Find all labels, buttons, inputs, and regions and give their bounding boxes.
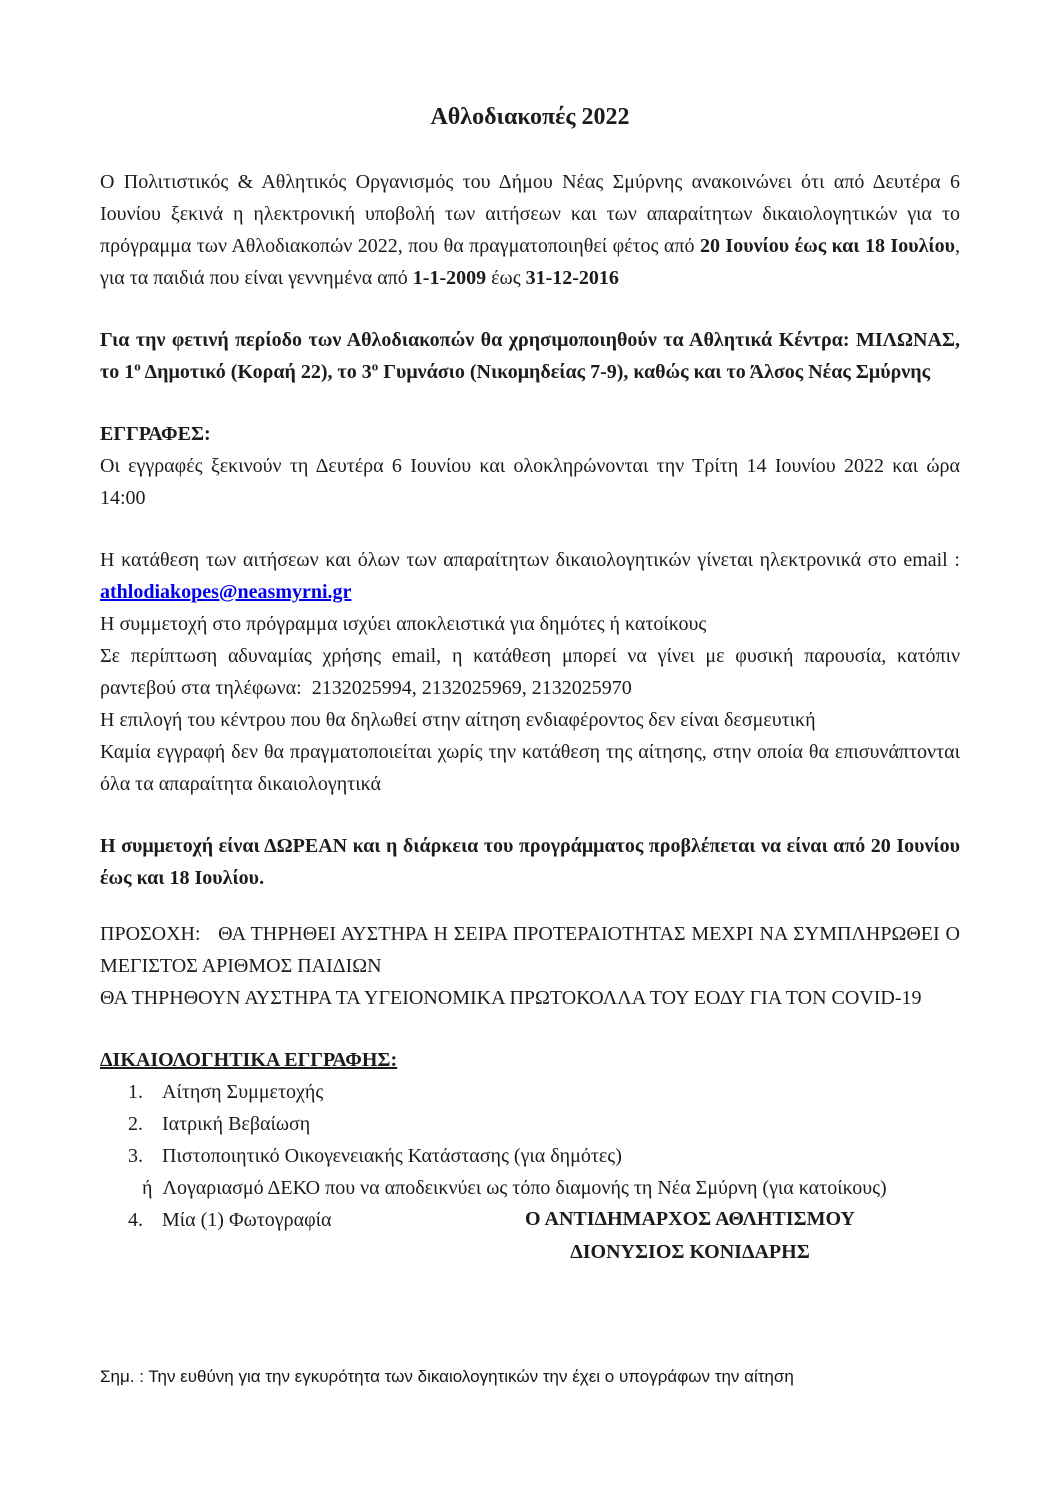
signature-block [360,1203,1020,1269]
centers-ordinal-2: ο [371,358,379,374]
list-item [128,1108,960,1140]
list-item-number: 3. [128,1145,143,1167]
intro-paragraph [100,166,960,294]
email-link[interactable]: athlodiakopes@neasmyrni.gr [100,581,352,603]
submission-section [100,544,960,800]
attention-priority-line: ΠΡΟΣΟΧΗ: ΘΑ ΤΗΡΗΘΕΙ ΑΥΣΤΗΡΑ Η ΣΕΙΡΑ ΠΡΟΤΕΡΑΙΟΤΗΤΑΣ ΜΕΧΡΙ ΝΑ ΣΥΜΠΛΗΡΩΘΕΙ Ο ΜΕΓΙΣΤΟΣ ΑΡΙΘΜΟΣ ΠΑΙΔΙΩΝ [100,923,960,977]
intro-text-3: έως [486,267,526,289]
list-item [128,1076,960,1108]
list-item-text: Πιστοποιητικό Οικογενειακής Κατάστασης (για δημότες) [162,1145,622,1167]
registrations-body: Οι εγγραφές ξεκινούν τη Δευτέρα 6 Ιουνίου και ολοκληρώνονται την Τρίτη 14 Ιουνίου 2022 και ώρα 14:00 [100,455,960,509]
list-item-number: 2. [128,1113,143,1135]
no-registration-line: Καμία εγγραφή δεν θα πραγματοποιείται χωρίς την κατάθεση της αίτησης, στην οποία θα επισυνάπτονται όλα τα απαραίτητα δικαιολογητικά [100,741,960,795]
centers-text-2: Δημοτικό (Κοραή 22), το 3 [140,361,372,383]
submission-email-line [100,544,960,608]
eligibility-line: Η συμμετοχή στο πρόγραμμα ισχύει αποκλειστικά για δημότες ή κατοίκους [100,613,707,635]
list-item-text: Αίτηση Συμμετοχής [162,1081,324,1103]
list-item-continuation: ή Λογαριασμό ΔΕΚΟ που να αποδεικνύει ως τόπο διαμονής τη Νέα Σμύρνη (για κατοίκους) [142,1177,887,1199]
list-item-number: 4. [128,1209,143,1231]
signature-name: ΔΙΟΝΥΣΙΟΣ ΚΟΝΙΔΑΡΗΣ [570,1241,810,1263]
submission-text: Η κατάθεση των αιτήσεων και όλων των απαραίτητων δικαιολογητικών γίνεται ηλεκτρονικά στο email : [100,549,960,571]
registrations-section [100,418,960,514]
list-item-text: Ιατρική Βεβαίωση [162,1113,311,1135]
documents-heading [100,1044,960,1076]
center-choice-line: Η επιλογή του κέντρου που θα δηλωθεί στην αίτηση ενδιαφέροντος δεν είναι δεσμευτική [100,709,816,731]
registrations-heading: ΕΓΓΡΑΦΕΣ: [100,423,211,445]
list-item-text: Μία (1) Φωτογραφία [162,1209,332,1231]
documents-heading-text: ΔΙΚΑΙΟΛΟΓΗΤΙΚΑ ΕΓΓΡΑΦΗΣ: [100,1049,398,1071]
signature-title: Ο ΑΝΤΙΔΗΜΑΡΧΟΣ ΑΘΛΗΤΙΣΜΟΥ [525,1208,855,1230]
list-item [128,1140,960,1172]
centers-paragraph [100,324,960,388]
attention-section [100,918,960,1014]
footnote: Σημ. : Την ευθύνη για την εγκυρότητα των δικαιολογητικών την έχει ο υπογράφων την αίτηση [100,1367,794,1386]
intro-period-bold: 20 Ιουνίου έως και 18 Ιουλίου [699,235,955,257]
page-title: Αθλοδιακοπές 2022 [430,104,630,130]
free-notice-paragraph: Η συμμετοχή είναι ΔΩΡΕΑΝ και η διάρκεια του προγράμματος προβλέπεται να είναι από 20 Ιουνίου έως και 18 Ιουλίου. [100,835,960,889]
centers-ordinal-1: ο [134,358,141,374]
intro-date-from-bold: 1-1-2009 [412,267,487,289]
list-item-number: 1. [128,1081,143,1103]
intro-text-2: , για τα παιδιά που είναι γεννημένα από [100,235,960,289]
centers-text-3: Γυμνάσιο (Νικομηδείας 7-9), καθώς και το Άλσος Νέας Σμύρνης [378,361,931,383]
centers-text-1: Για την φετινή περίοδο των Αθλοδιακοπών θα χρησιμοποιηθούν τα Αθλητικά Κέντρα: ΜΙΛΩΝΑΣ, το 1 [100,329,960,383]
phones-line: Σε περίπτωση αδυναμίας χρήσης email, η κατάθεση μπορεί να γίνει με φυσική παρουσία, κατόπιν ραντεβού στα τηλέφωνα: 2132025994, 2132025969, 2132025970 [100,645,960,699]
intro-text-1: Ο Πολιτιστικός & Αθλητικός Οργανισμός του Δήμου Νέας Σμύρνης ανακοινώνει ότι από Δευτέρα 6 Ιουνίου ξεκινά η ηλεκτρονική υποβολή των αιτήσεων και των απαραίτητων δικαιολογητικών για το πρόγραμμα των Αθλοδιακοπών 2022, που θα πραγματοποιηθεί φέτος από [100,171,960,257]
intro-date-to-bold: 31-12-2016 [525,267,619,289]
attention-covid-line: ΘΑ ΤΗΡΗΘΟΥΝ ΑΥΣΤΗΡΑ ΤΑ ΥΓΕΙΟΝΟΜΙΚΑ ΠΡΩΤΟΚΟΛΛΑ ΤΟΥ ΕΟΔΥ ΓΙΑ ΤΟΝ COVID-19 [100,987,922,1009]
